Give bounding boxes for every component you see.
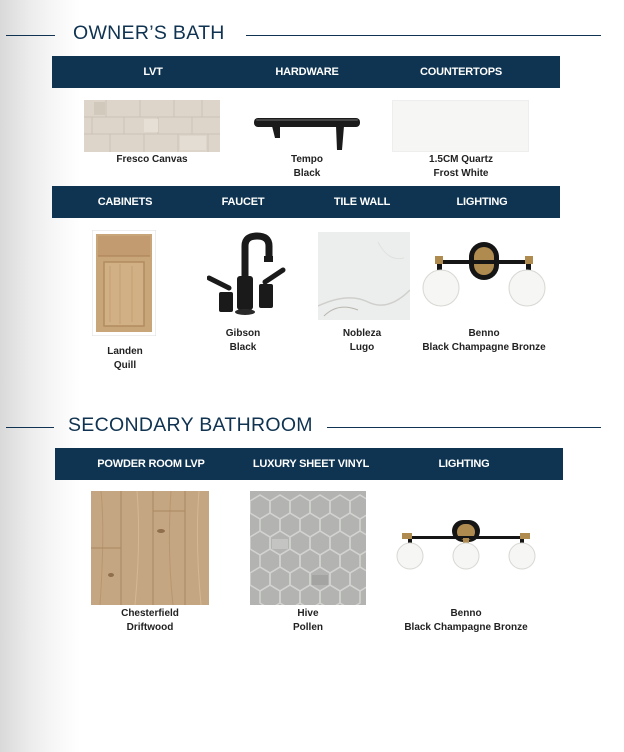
caption-sheet-vinyl: [293, 607, 323, 635]
section-title-owners-bath: OWNER’S BATH: [73, 22, 225, 44]
heading-rule-right: [246, 35, 601, 36]
powder-room-lvp-swatch-image: [91, 491, 209, 605]
caption-sheet-vinyl-name: Hive: [297, 608, 319, 619]
caption-faucet-name: Gibson: [225, 328, 261, 339]
header-tile-wall: TILE WALL: [333, 196, 391, 208]
caption-cabinets: [107, 345, 143, 373]
header-hardware: HARDWARE: [275, 66, 339, 78]
header-lighting: LIGHTING: [456, 196, 508, 208]
caption-powder-room-lvp-name: Chesterfield: [121, 608, 179, 619]
caption-hardware-name: Tempo: [290, 154, 324, 165]
section-title-secondary-bathroom: SECONDARY BATHROOM: [68, 414, 313, 436]
caption-hardware-finish: Black: [293, 168, 321, 179]
caption-lighting-secondary-finish: Black Champagne Bronze: [404, 622, 528, 633]
caption-hardware: [291, 153, 323, 181]
benno-2-light-vanity-image: [421, 236, 547, 312]
benno-3-light-vanity-image: [396, 516, 536, 572]
header-cabinets: CABINETS: [97, 196, 153, 208]
caption-tile-wall-name: Nobleza: [342, 328, 382, 339]
caption-lvt: [116, 153, 187, 167]
header-lighting-secondary: LIGHTING: [438, 458, 490, 470]
caption-countertops: [429, 153, 493, 181]
caption-powder-room-lvp: [121, 607, 179, 635]
header-bar-owners-row2: [52, 186, 560, 218]
caption-countertops-color: Frost White: [433, 168, 489, 179]
caption-lighting-secondary-name: Benno: [450, 608, 482, 619]
caption-lighting-finish: Black Champagne Bronze: [422, 342, 546, 353]
caption-lvt-name: Fresco Canvas: [116, 154, 188, 165]
header-faucet: FAUCET: [221, 196, 265, 208]
caption-countertops-name: 1.5CM Quartz: [429, 154, 493, 165]
caption-faucet: [226, 327, 260, 355]
cabinet-door-image: [92, 230, 156, 336]
header-powder-room-lvp: POWDER ROOM LVP: [97, 458, 205, 470]
header-luxury-sheet-vinyl: LUXURY SHEET VINYL: [252, 458, 370, 470]
caption-cabinets-finish: Quill: [113, 360, 137, 371]
header-bar-secondary: [55, 448, 563, 480]
heading-rule-right-secondary: [327, 427, 601, 428]
heading-rule-left: [6, 35, 55, 36]
header-lvt: LVT: [143, 66, 163, 78]
quartz-swatch-image: [392, 100, 529, 152]
caption-sheet-vinyl-color: Pollen: [292, 622, 324, 633]
tile-wall-image: [318, 232, 410, 320]
caption-lighting: [422, 327, 545, 355]
header-bar-owners-row1: [52, 56, 560, 88]
caption-cabinets-name: Landen: [107, 346, 143, 357]
caption-tile-wall-color: Lugo: [349, 342, 375, 353]
caption-powder-room-lvp-color: Driftwood: [126, 622, 174, 633]
tempo-pull-handle-image: [250, 112, 364, 154]
sheet-vinyl-hex-swatch-image: [250, 491, 366, 605]
caption-tile-wall: [343, 327, 381, 355]
caption-faucet-finish: Black: [229, 342, 257, 353]
faucet-image: [207, 232, 287, 318]
lvt-swatch-image: [84, 100, 220, 152]
caption-lighting-name: Benno: [468, 328, 500, 339]
header-countertops: COUNTERTOPS: [420, 66, 502, 78]
heading-rule-left-secondary: [6, 427, 54, 428]
caption-lighting-secondary: [404, 607, 527, 635]
